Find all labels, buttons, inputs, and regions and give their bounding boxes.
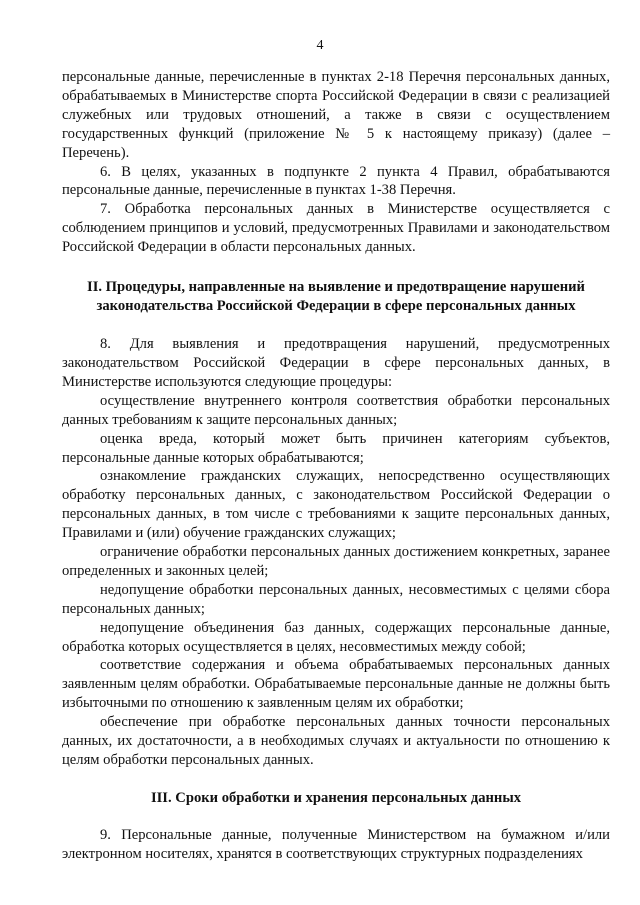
procedure-item: ограничение обработки персональных данных достижением конкретных, заранее определенных и законных целей;	[62, 544, 610, 579]
page-number: 4	[316, 38, 324, 53]
paragraph-8: 8. Для выявления и предотвращения нарушений, предусмотренных законодательством Российской Федерации в сфере персональных данных, в Министерстве используются следующие процедуры:	[62, 336, 610, 390]
procedure-item: обеспечение при обработке персональных данных точности персональных данных, их достаточности, а в необходимых случаях и актуальности по отношению к целям обработки персональных данных.	[62, 714, 610, 768]
paragraph-7: 7. Обработка персональных данных в Министерстве осуществляется с соблюдением принципов и условий, предусмотренных Правилами и законодательством Российской Федерации в области персональных данных.	[62, 201, 610, 256]
paragraph-9: 9. Персональные данные, полученные Министерством на бумажном и/или электронном носителях, хранятся в соответствующих структурных подразделениях	[62, 826, 610, 862]
document-body	[62, 68, 610, 864]
procedure-item: ознакомление гражданских служащих, непосредственно осуществляющих обработку персональных данных, с законодательством Российской Федерации о персональных данных, в том числе с требованиями к защите персональных данных, Правилами и (или) обучение гражданских служащих;	[62, 468, 610, 542]
procedure-item: недопущение объединения баз данных, содержащих персональные данные, обработка которых осуществляется в целях, несовместимых между собой;	[62, 619, 610, 655]
section-heading-2: II. Процедуры, направленные на выявление и предотвращение нарушений законодательства Российской Федерации в сфере персональных данных	[87, 279, 585, 315]
section-heading-3: III. Сроки обработки и хранения персональных данных	[150, 789, 522, 806]
procedure-item: соответствие содержания и объема обрабатываемых персональных данных заявленным целям обработки. Обрабатываемые персональные данные не должны быть избыточными по отношению к заявленным целям их обработки;	[62, 657, 610, 712]
procedure-item: недопущение обработки персональных данных, несовместимых с целями сбора персональных данных;	[62, 581, 610, 617]
paragraph-continuation: персональные данные, перечисленные в пунктах 2-18 Перечня персональных данных, обрабатываемых в Министерстве спорта Российской Федерации в связи с реализацией служебных или трудовых отношений, а также в связи с осуществлением государственных функций (приложение № 5 к настоящему приказу) (далее – Перечень).	[62, 69, 610, 161]
procedure-item: осуществление внутреннего контроля соответствия обработки персональных данных требованиям к защите персональных данных;	[62, 392, 610, 428]
procedure-item: оценка вреда, который может быть причинен категориям субъектов, персональные данные которых обрабатываются;	[62, 430, 610, 466]
paragraph-6: 6. В целях, указанных в подпункте 2 пункта 4 Правил, обрабатываются персональные данные, перечисленные в пунктах 1-38 Перечня.	[62, 163, 610, 199]
